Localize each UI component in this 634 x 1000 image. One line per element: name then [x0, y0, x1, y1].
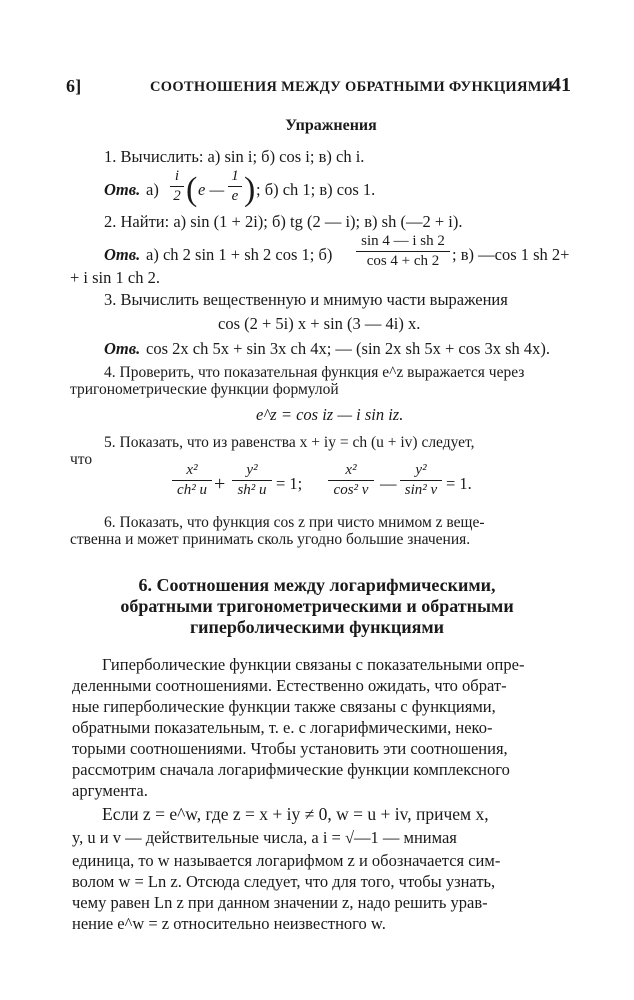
exercise-5-plus: + [214, 473, 226, 495]
exercise-3: 3. Вычислить вещественную и мнимую части выражения [104, 290, 508, 309]
paragraph-2-line-1: Если z = e^w, где z = x + iy ≠ 0, w = u + iv, причем x, [102, 804, 489, 824]
paragraph-1-line-4: обратными показательным, т. е. с логарифмическими, неко- [72, 718, 493, 737]
exercise-2-answer-label: Отв. [104, 245, 141, 264]
section-title-line-2: обратными тригонометрическими и обратными [120, 596, 514, 616]
section-title-line-1: 6. Соотношения между логарифмическими, [138, 575, 496, 595]
paragraph-1-line-3: ные гиперболические функции также связаны с функциями, [72, 697, 496, 716]
exercises-heading: Упражнения [285, 117, 377, 134]
exercise-2-fraction-tan [356, 233, 450, 270]
fraction-denominator: cos 4 + ch 2 [366, 253, 440, 269]
fraction-numerator: i [174, 168, 180, 184]
fraction-denominator: ch² u [177, 482, 207, 498]
exercise-5-fraction-4 [400, 462, 442, 499]
fraction-numerator: sin 4 — i sh 2 [361, 233, 445, 249]
exercise-4-line-1: 4. Проверить, что показательная функция e^z выражается через [104, 364, 525, 381]
fraction-denominator: e [231, 188, 239, 204]
paragraph-2-line-3: единица, то w называется логарифмом z и обозначается сим- [72, 851, 501, 870]
exercise-5-fraction-1 [172, 462, 212, 499]
exercise-5-minus: — [380, 474, 397, 493]
fraction-denominator: 2 [173, 188, 181, 204]
exercise-5-fraction-2 [232, 462, 272, 499]
fraction-numerator: x² [186, 462, 198, 478]
exercise-2-answer-c: ; в) —cos 1 sh 2+ [452, 245, 570, 264]
fraction-numerator: 1 [231, 168, 239, 184]
exercise-1-fraction-one-over-e [228, 168, 242, 205]
exercise-1-answer-a: а) [146, 180, 159, 199]
paragraph-2-line-5: чему равен Ln z при данном значении z, надо решить урав- [72, 893, 488, 912]
exercise-1-e-minus: e — [198, 180, 225, 199]
exercise-3-answer: cos 2x ch 5x + sin 3x ch 4x; — (sin 2x sh 5x + cos 3x sh 4x). [146, 339, 551, 358]
section-title-line-3: гиперболическими функциями [190, 617, 444, 637]
fraction-numerator: y² [246, 462, 258, 478]
exercise-3-formula: cos (2 + 5i) x + sin (3 — 4i) x. [218, 314, 421, 333]
exercise-6-line-2: ственна и может принимать сколь угодно большие значения. [70, 531, 471, 548]
exercise-3-answer-label: Отв. [104, 339, 141, 358]
fraction-denominator: sh² u [237, 482, 267, 498]
exercise-5-eq-2: = 1. [446, 474, 472, 493]
paragraph-1-line-6: рассмотрим сначала логарифмические функции комплексного [72, 760, 510, 779]
exercise-1-answer-rest: ; б) ch 1; в) cos 1. [256, 180, 376, 199]
header-title: СООТНОШЕНИЯ МЕЖДУ ОБРАТНЫМИ ФУНКЦИЯМИ [150, 79, 554, 95]
exercise-1-fraction-half-i [170, 168, 184, 205]
exercise-1-answer-label: Отв. [104, 180, 141, 199]
exercise-5-eq-1: = 1; [276, 474, 303, 493]
paragraph-1-line-5: торыми соотношениями. Чтобы установить эти соотношения, [72, 739, 508, 758]
paragraph-2-line-2: y, u и v — действительные числа, а i = √—1 — мнимая [72, 828, 457, 847]
fraction-bar [328, 480, 374, 481]
exercise-6-line-1: 6. Показать, что функция cos z при чисто мнимом z веще- [104, 514, 485, 531]
paragraph-1-line-2: деленными соотношениями. Естественно ожидать, что обрат- [72, 676, 507, 695]
fraction-bar [232, 480, 272, 481]
paragraph-1-line-1: Гиперболические функции связаны с показательными опре- [102, 655, 525, 674]
exercise-4-line-2: тригонометрические функции формулой [70, 381, 339, 398]
fraction-bar [356, 251, 450, 252]
exercise-5-line-1: 5. Показать, что из равенства x + iy = ch (u + iv) следует, [104, 434, 475, 451]
exercise-2-answer-cont: + i sin 1 ch 2. [70, 268, 160, 287]
fraction-denominator: cos² v [333, 482, 369, 498]
paragraph-2-line-6: нение e^w = z относительно неизвестного w. [72, 914, 386, 933]
fraction-bar [172, 480, 212, 481]
fraction-denominator: sin² v [404, 482, 438, 498]
fraction-numerator: x² [345, 462, 357, 478]
paren-open: ( [186, 171, 198, 208]
exercise-2: 2. Найти: а) sin (1 + 2i); б) tg (2 — i); в) sh (—2 + i). [104, 212, 463, 231]
fraction-numerator: y² [415, 462, 427, 478]
exercise-1: 1. Вычислить: а) sin i; б) cos i; в) ch i. [104, 147, 365, 166]
fraction-bar [170, 186, 184, 187]
paren-close: ) [244, 171, 256, 208]
exercise-2-answer-a: а) ch 2 sin 1 + sh 2 cos 1; б) [146, 245, 333, 264]
paragraph-2-line-4: волом w = Ln z. Отсюда следует, что для того, чтобы узнать, [72, 872, 496, 891]
exercise-4-formula: e^z = cos iz — i sin iz. [256, 405, 404, 424]
page-number: 41 [551, 74, 571, 96]
exercise-5-fraction-3 [328, 462, 374, 499]
paragraph-1-line-7: аргумента. [72, 781, 148, 800]
exercise-5-line-2: что [70, 451, 93, 468]
fraction-bar [400, 480, 442, 481]
fraction-bar [228, 186, 242, 187]
header-section-ref: 6] [66, 76, 82, 96]
